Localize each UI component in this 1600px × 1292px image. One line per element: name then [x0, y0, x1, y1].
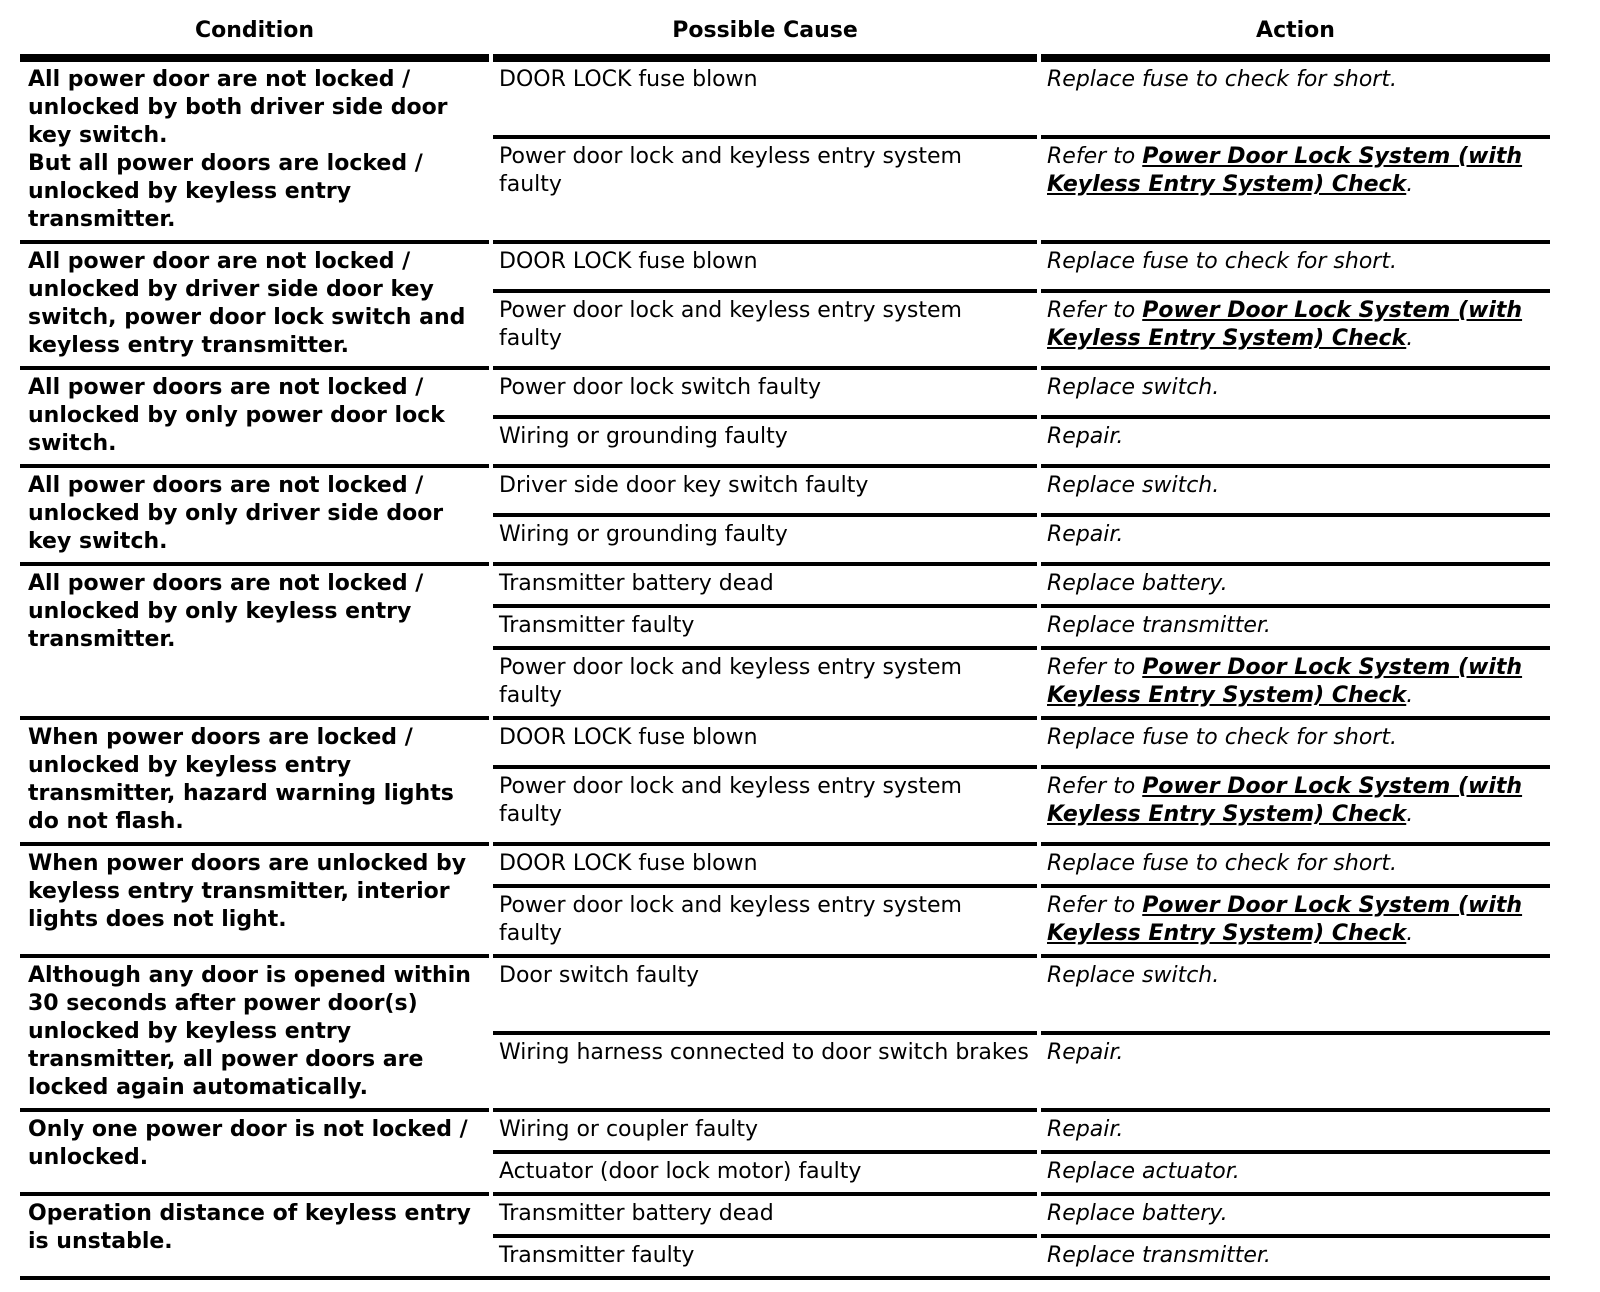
action-cell: Replace switch. — [1041, 366, 1550, 415]
action-cell: Repair. — [1041, 1031, 1550, 1108]
header-condition: Condition — [20, 14, 489, 58]
cause-cell: Power door lock and keyless entry system faulty — [493, 646, 1037, 716]
cause-cell: Power door lock and keyless entry system faulty — [493, 884, 1037, 954]
action-cell — [1041, 765, 1550, 842]
cause-cell: Wiring or coupler faulty — [493, 1108, 1037, 1150]
action-cell: Replace switch. — [1041, 464, 1550, 513]
cause-cell: Power door lock and keyless entry system faulty — [493, 765, 1037, 842]
action-cell — [1041, 135, 1550, 240]
action-cell: Replace transmitter. — [1041, 604, 1550, 646]
action-cell: Replace fuse to check for short. — [1041, 842, 1550, 884]
cause-cell: Door switch faulty — [493, 954, 1037, 1031]
action-cell: Repair. — [1041, 415, 1550, 464]
condition-cell: All power doors are not locked / unlocked by only driver side door key switch. — [20, 464, 489, 562]
action-prefix: Refer to — [1047, 144, 1143, 169]
action-cell: Replace fuse to check for short. — [1041, 240, 1550, 289]
condition-cell: Operation distance of keyless entry is unstable. — [20, 1192, 489, 1276]
action-cell: Replace actuator. — [1041, 1150, 1550, 1192]
action-cell: Repair. — [1041, 513, 1550, 562]
cause-cell: Power door lock and keyless entry system faulty — [493, 289, 1037, 366]
action-suffix: . — [1406, 172, 1414, 197]
cause-cell: Transmitter faulty — [493, 1234, 1037, 1276]
action-cell: Replace transmitter. — [1041, 1234, 1550, 1276]
condition-cell: All power door are not locked / unlocked by driver side door key switch, power door lock switch and keyless entry transmitter. — [20, 240, 489, 366]
action-prefix: Refer to — [1047, 774, 1143, 799]
action-suffix: . — [1406, 326, 1414, 351]
check-procedure-link[interactable]: Power Door Lock System (with Keyless Entry System) Check — [1047, 298, 1523, 351]
action-cell: Replace switch. — [1041, 954, 1550, 1031]
action-cell — [1041, 884, 1550, 954]
check-procedure-link[interactable]: Power Door Lock System (with Keyless Entry System) Check — [1047, 144, 1523, 197]
cause-cell: Wiring or grounding faulty — [493, 513, 1037, 562]
condition-cell: All power door are not locked / unlocked by both driver side door key switch. But all power doors are locked / unlocked by keyless entry transmitter. — [20, 58, 489, 240]
action-cell: Replace fuse to check for short. — [1041, 58, 1550, 135]
action-suffix: . — [1406, 921, 1414, 946]
troubleshooting-table — [20, 14, 1550, 1280]
action-suffix: . — [1406, 683, 1414, 708]
check-procedure-link[interactable]: Power Door Lock System (with Keyless Entry System) Check — [1047, 655, 1523, 708]
action-prefix: Refer to — [1047, 298, 1143, 323]
action-cell: Repair. — [1041, 1108, 1550, 1150]
cause-cell: Power door lock switch faulty — [493, 366, 1037, 415]
action-prefix: Refer to — [1047, 893, 1143, 918]
cause-cell: Transmitter battery dead — [493, 1192, 1037, 1234]
cause-cell: Transmitter battery dead — [493, 562, 1037, 604]
action-prefix: Refer to — [1047, 655, 1143, 680]
condition-cell: All power doors are not locked / unlocked by only keyless entry transmitter. — [20, 562, 489, 716]
cause-cell: Transmitter faulty — [493, 604, 1037, 646]
condition-cell: When power doors are unlocked by keyless entry transmitter, interior lights does not light. — [20, 842, 489, 954]
cause-cell: DOOR LOCK fuse blown — [493, 58, 1037, 135]
header-possible-cause: Possible Cause — [493, 14, 1037, 58]
check-procedure-link[interactable]: Power Door Lock System (with Keyless Entry System) Check — [1047, 774, 1523, 827]
condition-cell: When power doors are locked / unlocked by keyless entry transmitter, hazard warning lights do not flash. — [20, 716, 489, 842]
cause-cell: DOOR LOCK fuse blown — [493, 716, 1037, 765]
action-cell: Replace fuse to check for short. — [1041, 716, 1550, 765]
cause-cell: Power door lock and keyless entry system faulty — [493, 135, 1037, 240]
action-cell — [1041, 289, 1550, 366]
check-procedure-link[interactable]: Power Door Lock System (with Keyless Entry System) Check — [1047, 893, 1523, 946]
cause-cell: DOOR LOCK fuse blown — [493, 842, 1037, 884]
condition-cell: Although any door is opened within 30 seconds after power door(s) unlocked by keyless entry transmitter, all power doors are locked again automatically. — [20, 954, 489, 1108]
action-suffix: . — [1406, 802, 1414, 827]
action-cell: Replace battery. — [1041, 1192, 1550, 1234]
cause-cell: Actuator (door lock motor) faulty — [493, 1150, 1037, 1192]
cause-cell: Driver side door key switch faulty — [493, 464, 1037, 513]
action-cell: Replace battery. — [1041, 562, 1550, 604]
condition-cell: All power doors are not locked / unlocked by only power door lock switch. — [20, 366, 489, 464]
cause-cell: DOOR LOCK fuse blown — [493, 240, 1037, 289]
action-cell — [1041, 646, 1550, 716]
header-action: Action — [1041, 14, 1550, 58]
condition-cell: Only one power door is not locked / unlocked. — [20, 1108, 489, 1192]
table-bottom-rule — [20, 1276, 1550, 1280]
cause-cell: Wiring or grounding faulty — [493, 415, 1037, 464]
cause-cell: Wiring harness connected to door switch brakes — [493, 1031, 1037, 1108]
